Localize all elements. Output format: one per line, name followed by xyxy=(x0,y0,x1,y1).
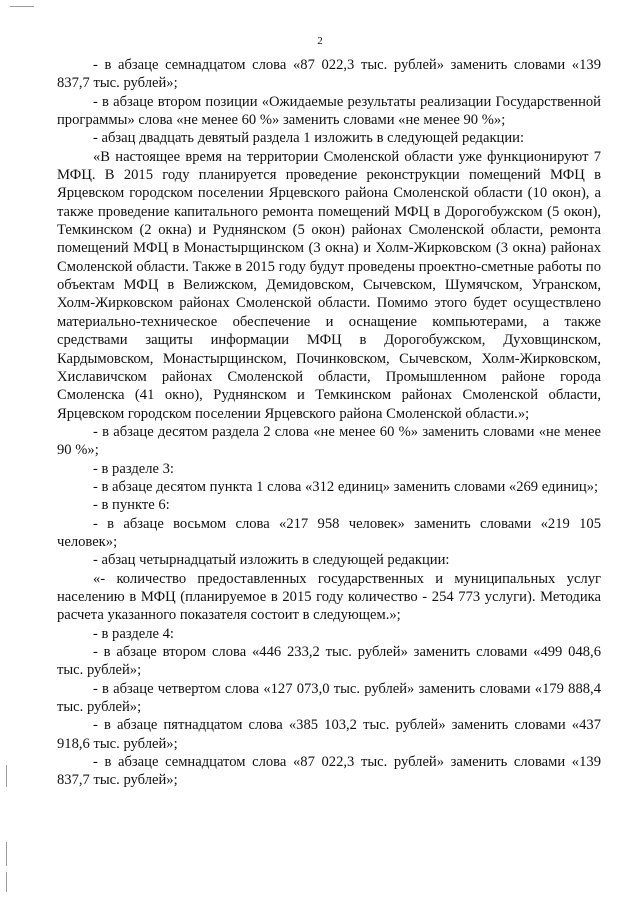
scan-edge-mark xyxy=(10,6,34,7)
paragraph: - в абзаце десятом пункта 1 слова «312 единиц» заменить словами «269 единиц»; xyxy=(93,478,599,495)
quoted-paragraph: «- количество предоставленных государственных и муниципальных услуг населению в МФЦ (планируемое в 2015 году количество - 254 773 услуги). Методика расчета указанного показателя состоит в следующем.»; xyxy=(57,570,601,624)
document-body xyxy=(57,56,601,790)
paragraph: - в разделе 4: xyxy=(93,625,174,642)
paragraph: - в абзаце четвертом слова «127 073,0 тыс. рублей» заменить словами «179 888,4 тыс. рублей»; xyxy=(57,680,601,716)
paragraph: - в абзаце втором позиции «Ожидаемые результаты реализации Государственной программы» слова «не менее 60 %» заменить словами «не менее 90 %»; xyxy=(57,93,601,129)
paragraph: - в абзаце десятом раздела 2 слова «не менее 60 %» заменить словами «не менее 90 %»; xyxy=(57,423,601,459)
paragraph: - в абзаце семнадцатом слова «87 022,3 тыс. рублей» заменить словами «139 837,7 тыс. рублей»; xyxy=(57,57,601,92)
paragraph: - в абзаце пятнадцатом слова «385 103,2 тыс. рублей» заменить словами «437 918,6 тыс. рублей»; xyxy=(57,717,601,752)
scan-margin-mark xyxy=(6,872,7,892)
page-number: 2 xyxy=(317,35,323,47)
paragraph: - абзац четырнадцатый изложить в следующей редакции: xyxy=(93,552,450,569)
paragraph: - в разделе 3: xyxy=(93,460,174,477)
paragraph: - в пункте 6: xyxy=(93,497,170,514)
paragraph: - в абзаце втором слова «446 233,2 тыс. рублей» заменить словами «499 048,6 тыс. рублей»; xyxy=(57,644,601,679)
scan-margin-mark xyxy=(6,765,7,787)
scan-margin-mark xyxy=(6,842,7,866)
paragraph: - в абзаце восьмом слова «217 958 человек» заменить словами «219 105 человек»; xyxy=(57,515,601,550)
paragraph: - в абзаце семнадцатом слова «87 022,3 тыс. рублей» заменить словами «139 837,7 тыс. рублей»; xyxy=(57,754,601,789)
paragraph: - абзац двадцать девятый раздела 1 изложить в следующей редакции: xyxy=(93,130,525,147)
quoted-paragraph: «В настоящее время на территории Смоленской области уже функционируют 7 МФЦ. В 2015 году планируется проведение реконструкции помещений МФЦ в Ярцевском городском поселении Ярцевского района Смоленской области (10 окон), а также проведение капитального ремонта помещений МФЦ в Дорогобужском (5 окон), Темкинском (2 окна) и Руднянском (5 окон) районах Смоленской области, ремонта помещений МФЦ в Монастырщинском (3 окна) и Холм-Жирковском (3 окна) районах Смоленской области. Также в 2015 году будут проведены проектно-сметные работы по объектам МФЦ в Велижском, Демидовском, Сычевском, Шумячском, Угранском, Холм-Жирковском районах Смоленской области. Помимо этого будет осуществлено материально-техническое обеспечение и оснащение компьютерами, а также средствами защиты информации МФЦ в Дорогобужском, Духовщинском, Кардымовском, Монастырщинском, Починковском, Сычевском, Холм-Жирковском, Хиславичском районах Смоленской области, Промышленном районе города Смоленска (41 окно), Руднянском и Темкинском районах Смоленской области, Ярцевском городском поселении Ярцевского района Смоленской области.»; xyxy=(57,148,601,422)
